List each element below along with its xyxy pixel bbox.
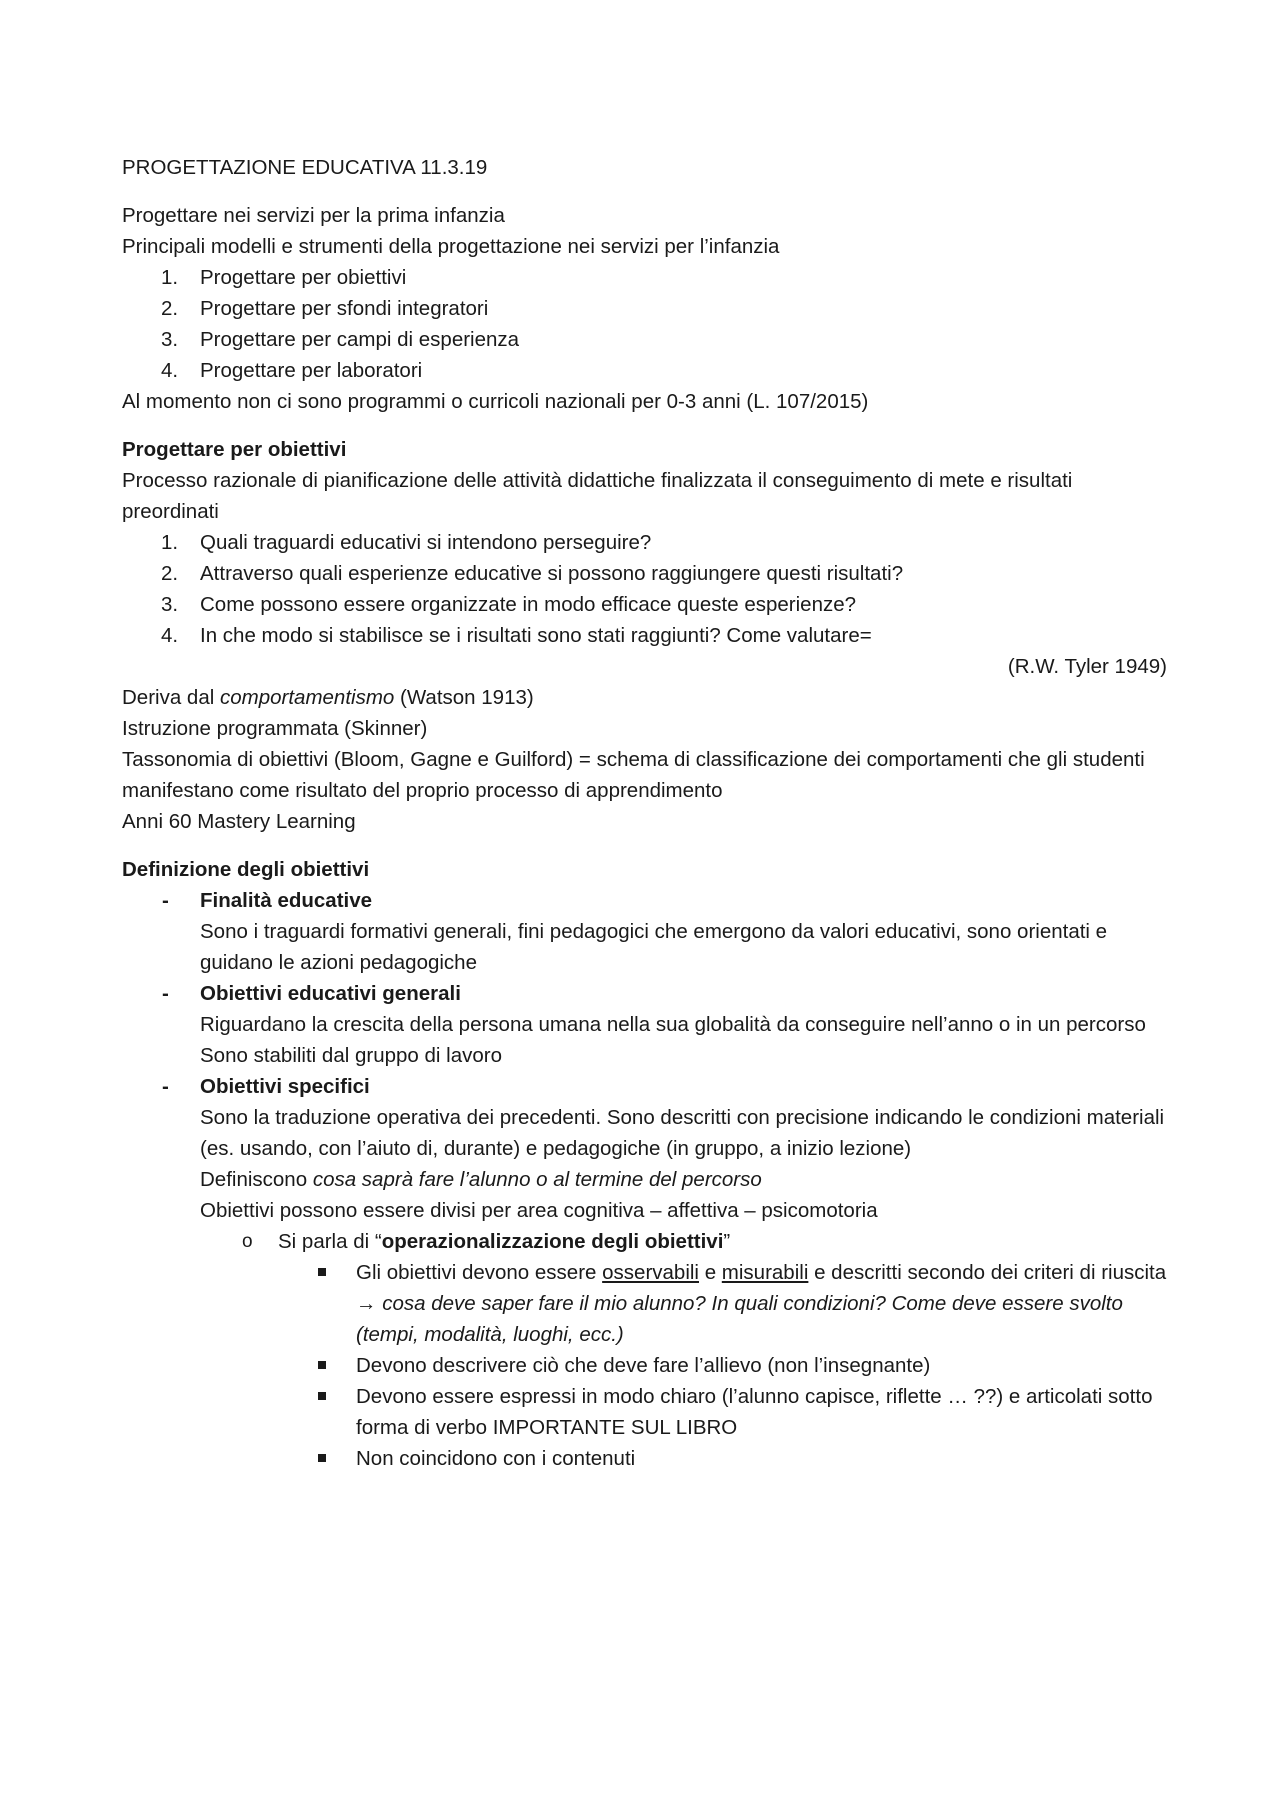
section-heading: Progettare per obiettivi [122,438,347,461]
arrow-right-icon: → [356,1292,377,1315]
dash-item-body: Riguardano la crescita della persona umana nella sua globalità da conseguire nell’anno o in un percorso [200,1013,1146,1036]
square-bullet-icon [318,1392,326,1400]
square-bullet-icon [318,1361,326,1369]
intro-line: Principali modelli e strumenti della progettazione nei servizi per l’infanzia [122,235,780,258]
section-heading: Definizione degli obiettivi [122,858,370,881]
dash-item-body: Sono stabiliti dal gruppo di lavoro [200,1044,502,1067]
dash-item-title: - Finalità educative [162,889,373,912]
document-title: PROGETTAZIONE EDUCATIVA 11.3.19 [122,156,488,179]
dash-item-body: Definiscono cosa saprà fare l’alunno o al termine del percorso [200,1168,762,1191]
numbered-item: 1. Quali traguardi educativi si intendono perseguire? [161,531,652,554]
dash-item-body: Sono i traguardi formativi generali, fini pedagogici che emergono da valori educativi, sono orientati e guidano le azioni pedagogiche [200,920,1108,974]
section-description: Processo razionale di pianificazione delle attività didattiche finalizzata il conseguimento di mete e risultati preordinati [122,469,1073,523]
dash-item-body: Sono la traduzione operativa dei precedenti. Sono descritti con precisione indicando le condizioni materiali (es. usando, con l’aiuto di, durante) e pedagogiche (in gruppo, a inizio lezione) [200,1106,1165,1160]
dash-item-title: - Obiettivi educativi generali [162,982,461,1005]
numbered-item: 3. Come possono essere organizzate in modo efficace queste esperienze? [161,593,857,616]
deriva-line: Deriva dal comportamentismo (Watson 1913) [122,686,534,709]
numbered-item: 2. Progettare per sfondi integratori [161,297,489,320]
numbered-item: 4. In che modo si stabilisce se i risultati sono stati raggiunti? Come valutare= [161,624,872,647]
istruzione-line: Istruzione programmata (Skinner) [122,717,428,740]
citation: (R.W. Tyler 1949) [1007,655,1167,678]
numbered-item: 4. Progettare per laboratori [161,359,423,382]
tassonomia-line: Tassonomia di obiettivi (Bloom, Gagne e Guilford) = schema di classificazione dei comportamenti che gli studenti manifestano come risultato del proprio processo di apprendimento [122,748,1145,802]
intro-line: Progettare nei servizi per la prima infanzia [122,204,505,227]
circle-bullet-icon: o [242,1231,253,1252]
square-bullet-item: Gli obiettivi devono essere osservabili e misurabili e descritti secondo dei criteri di riuscita → cosa deve saper fare il mio alunno? In quali condizioni? Come deve essere svolto (tempi, modalità, luoghi, ecc.) [122,1257,1167,1350]
numbered-item: 2. Attraverso quali esperienze educative si possono raggiungere questi risultati? [161,562,904,585]
numbered-item: 3. Progettare per campi di esperienza [161,328,520,351]
document-body [122,152,1167,1474]
intro-note: Al momento non ci sono programmi o curricoli nazionali per 0-3 anni (L. 107/2015) [122,390,869,413]
numbered-item: 1. Progettare per obiettivi [161,266,407,289]
square-bullet-item: Devono essere espressi in modo chiaro (l’alunno capisce, riflette … ??) e articolati sotto forma di verbo IMPORTANTE SUL LIBRO [122,1381,1167,1443]
dash-item-body: Obiettivi possono essere divisi per area cognitiva – affettiva – psicomotoria [200,1199,878,1222]
square-bullet-item: Non coincidono con i contenuti [122,1443,1167,1474]
mastery-line: Anni 60 Mastery Learning [122,810,356,833]
square-bullet-icon [318,1268,326,1276]
circle-bullet-item: o Si parla di “operazionalizzazione degli obiettivi” [122,1226,1167,1257]
square-bullet-icon [318,1454,326,1462]
dash-item-title: - Obiettivi specifici [162,1075,370,1098]
square-bullet-item: Devono descrivere ciò che deve fare l’allievo (non l’insegnante) [122,1350,1167,1381]
